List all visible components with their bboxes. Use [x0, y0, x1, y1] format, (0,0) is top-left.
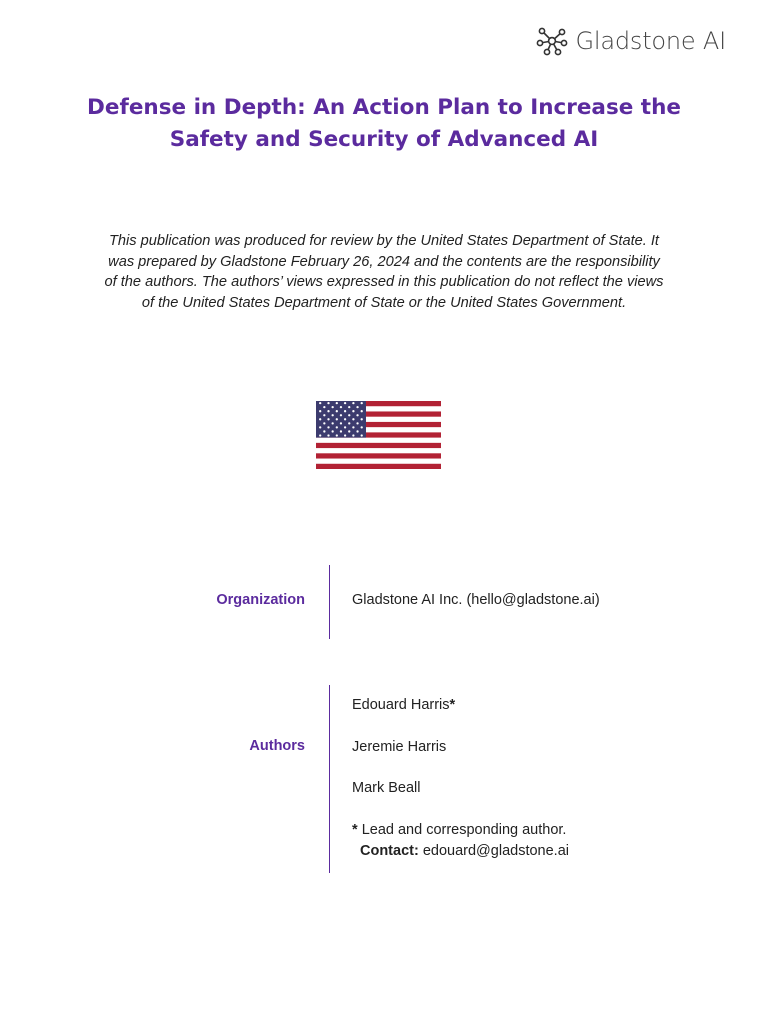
contact-email[interactable]: edouard@gladstone.ai [422, 843, 569, 859]
flag-star [352, 418, 354, 420]
flag-star [323, 422, 325, 424]
organization-label: Organization [216, 592, 305, 608]
flag-star [336, 402, 338, 404]
flag-star [336, 418, 338, 420]
flag-star [327, 410, 329, 412]
flag-star [344, 410, 346, 412]
flag-star [361, 402, 363, 404]
flag-star [323, 406, 325, 408]
footnote-text: Lead and corresponding author. [361, 822, 567, 838]
brand-logo [535, 26, 726, 56]
flag-star [356, 430, 358, 432]
contact-line [360, 843, 569, 859]
brand-name: Gladstone AI [575, 27, 726, 55]
flag-star [356, 422, 358, 424]
flag-star [344, 426, 346, 428]
flag-star [319, 402, 321, 404]
flag-star [340, 422, 342, 424]
flag-star [352, 410, 354, 412]
flag-star [344, 434, 346, 436]
authors-divider [329, 685, 330, 873]
authors-label: Authors [249, 738, 305, 754]
contact-label: Contact: [360, 843, 419, 859]
flag-star [319, 426, 321, 428]
flag-star [319, 410, 321, 412]
flag-star [336, 410, 338, 412]
flag-star [352, 426, 354, 428]
flag-star [348, 414, 350, 416]
organization-value: Gladstone AI Inc. (hello@gladstone.ai) [352, 592, 600, 608]
author-item [352, 780, 421, 796]
flag-star [332, 430, 334, 432]
author-name: Edouard Harris [352, 697, 450, 713]
network-nodes-icon [535, 26, 569, 56]
flag-star [327, 426, 329, 428]
disclaimer-paragraph [84, 231, 684, 313]
flag-star [361, 410, 363, 412]
flag-star [352, 434, 354, 436]
flag-star [327, 434, 329, 436]
flag-star [319, 434, 321, 436]
flag-star [336, 426, 338, 428]
flag-star [361, 418, 363, 420]
disclaimer-line-1: This publication was produced for review by the United States Department of State. It [109, 233, 659, 249]
title-line-2: Safety and Security of Advanced AI [169, 127, 599, 152]
flag-star [348, 430, 350, 432]
organization-divider [329, 565, 330, 639]
flag-star [344, 418, 346, 420]
flag-star [332, 414, 334, 416]
author-marker: * [449, 697, 456, 713]
title-line-1: Defense in Depth: An Action Plan to Increase the [87, 95, 681, 120]
flag-star [332, 406, 334, 408]
flag-star [323, 414, 325, 416]
flag-star [332, 422, 334, 424]
flag-star [361, 426, 363, 428]
flag-star [340, 414, 342, 416]
flag-star [348, 406, 350, 408]
flag-star [356, 406, 358, 408]
flag-star [323, 430, 325, 432]
disclaimer-line-4: of the United States Department of State or the United States Government. [141, 294, 627, 311]
disclaimer-line-2: was prepared by Gladstone February 26, 2024 and the contents are the responsibility [108, 253, 660, 270]
flag-star [340, 430, 342, 432]
author-item [352, 697, 455, 713]
author-name: Mark Beall [352, 780, 421, 796]
flag-star [340, 406, 342, 408]
flag-star [352, 402, 354, 404]
flag-star [356, 414, 358, 416]
flag-star [319, 418, 321, 420]
flag-star [348, 422, 350, 424]
flag-star [336, 434, 338, 436]
author-item [352, 739, 446, 755]
author-footnote [352, 822, 566, 838]
disclaimer-line-3: of the authors. The authors’ views expressed in this publication do not reflect the views [104, 274, 664, 290]
flag-star [361, 434, 363, 436]
united-states-flag-icon [316, 401, 441, 469]
footnote-marker: * [352, 822, 358, 838]
author-name: Jeremie Harris [352, 739, 447, 755]
flag-star [344, 402, 346, 404]
flag-star [327, 402, 329, 404]
flag-star [327, 418, 329, 420]
document-title [0, 92, 768, 156]
